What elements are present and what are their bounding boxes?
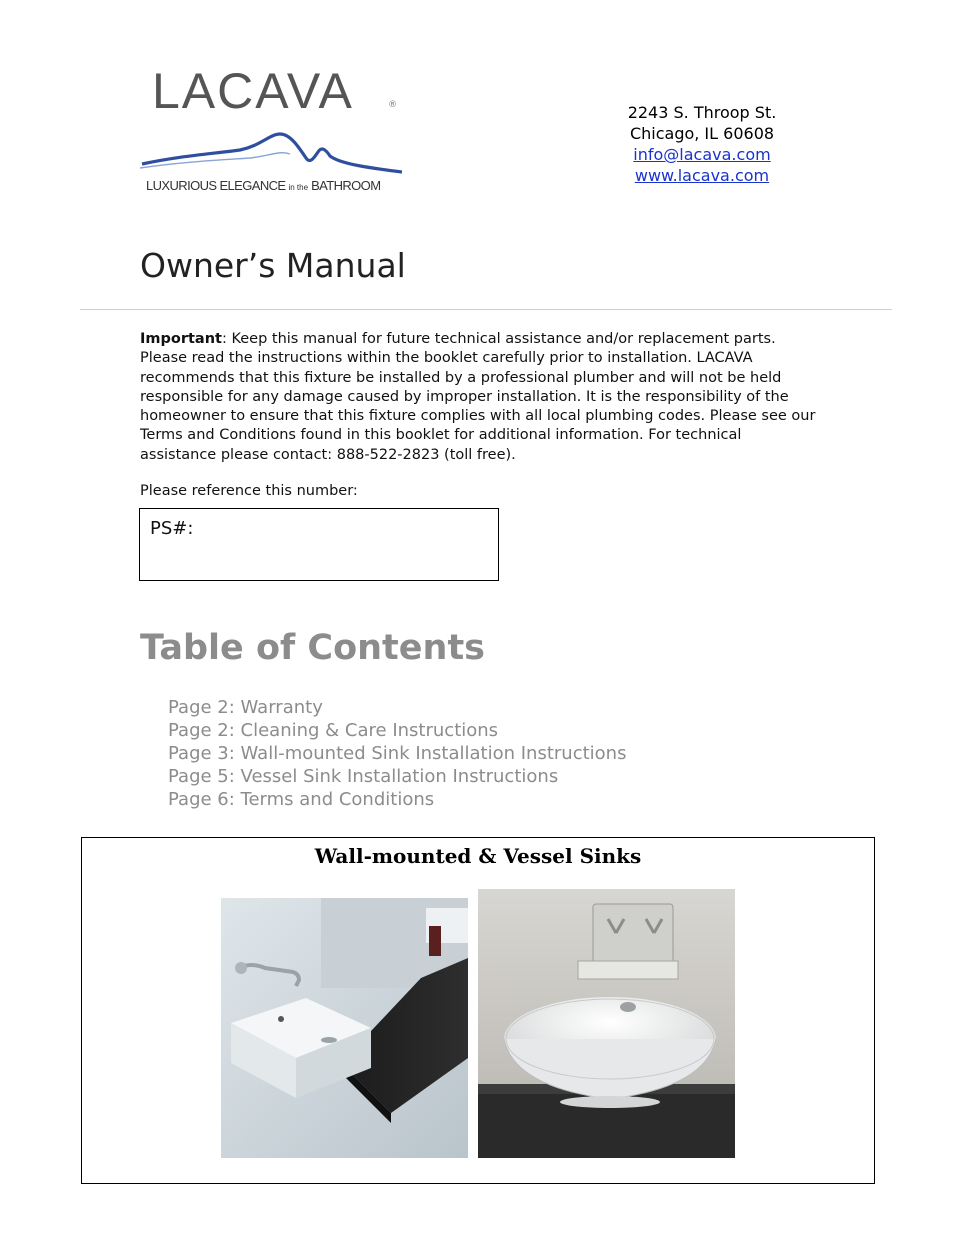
important-text: : Keep this manual for future technical assistance and/or replacement parts. Please read the instructions within the booklet carefully prior to installation. LACAVA recommends that this fixture be installed by a professional plumber and will not be held responsible for any damage caused by improper installation. It is the responsibility of the homeowner to ensure that this fixture complies with all local plumbing codes. Please see our Terms and Conditions found in this booklet for additional information. For technical assistance please contact: 888-522-2823 (toll free). — [140, 331, 816, 463]
toc-item: Page 6: Terms and Conditions — [168, 789, 435, 810]
reference-label: Please reference this number: — [140, 483, 358, 499]
toc-heading: Table of Contents — [140, 628, 486, 668]
ps-number-label: PS#: — [150, 518, 194, 539]
sinks-panel-title: Wall-mounted & Vessel Sinks — [314, 844, 642, 868]
toc-item: Page 2: Cleaning & Care Instructions — [168, 720, 499, 741]
company-address — [600, 102, 804, 186]
vessel-sink-photo — [478, 889, 735, 1158]
address-city: Chicago, IL 60608 — [629, 124, 775, 143]
important-notice — [140, 330, 820, 465]
website-link[interactable]: www.lacava.com — [634, 166, 770, 185]
wall-mounted-sink-photo — [221, 898, 468, 1158]
tagline-part: LUXURIOUS ELEGANCE — [146, 178, 286, 193]
logo-tagline — [146, 178, 380, 193]
divider — [80, 309, 892, 310]
email-link[interactable]: info@lacava.com — [633, 145, 771, 164]
page-title: Owner’s Manual — [140, 246, 406, 285]
address-street: 2243 S. Throop St. — [627, 103, 777, 122]
registered-mark: ® — [388, 100, 397, 110]
toc-item: Page 2: Warranty — [168, 697, 323, 718]
logo-wave-graphic — [140, 128, 402, 178]
tagline-part: BATHROOM — [311, 178, 381, 193]
toc-item: Page 5: Vessel Sink Installation Instructions — [168, 766, 559, 787]
important-label: Important — [140, 331, 222, 347]
toc-list — [168, 696, 626, 811]
toc-item: Page 3: Wall-mounted Sink Installation Instructions — [168, 743, 627, 764]
tagline-part: in the — [288, 183, 309, 192]
lacava-logo-wordmark: LACAVA — [152, 63, 354, 119]
